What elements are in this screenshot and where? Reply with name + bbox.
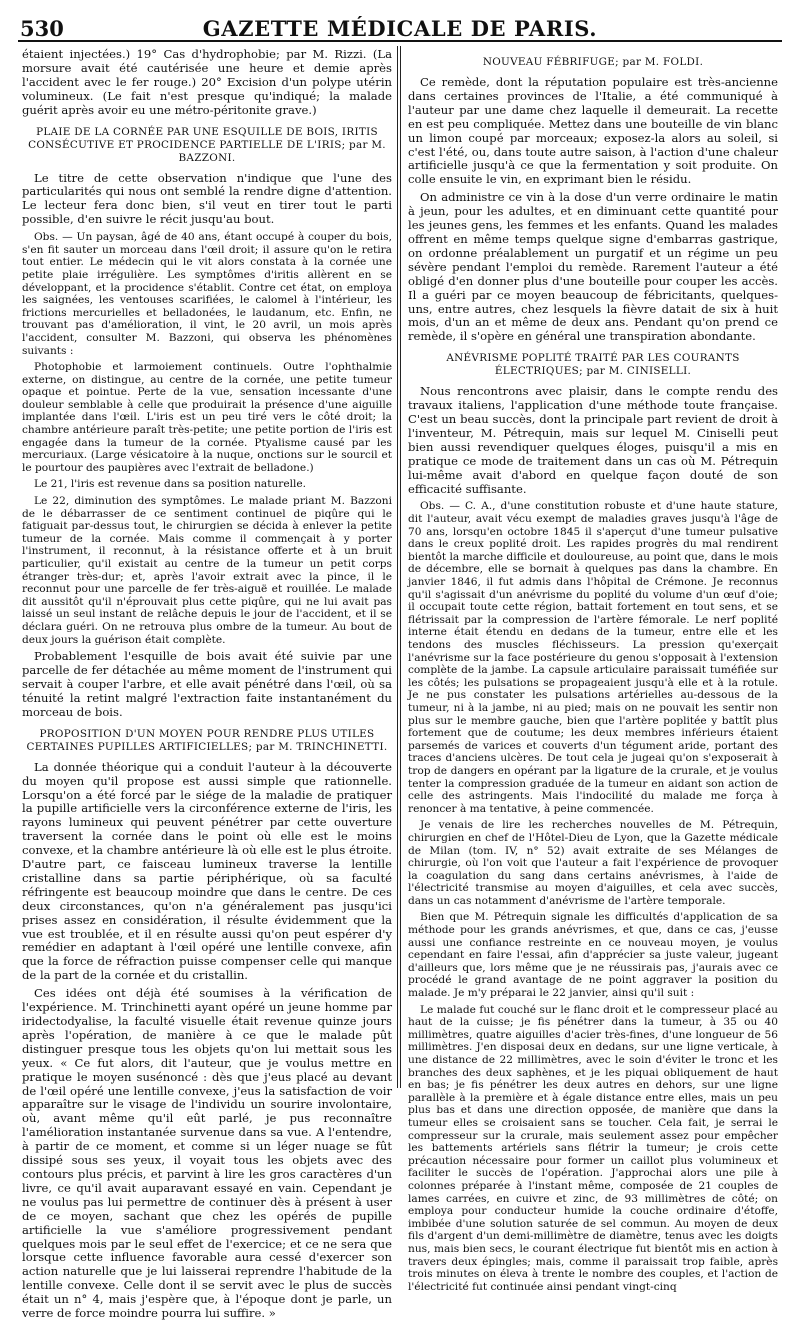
right-column [408, 48, 779, 1293]
journal-title: GAZETTE MÉDICALE DE PARIS. [202, 16, 598, 41]
page-number: 530 [20, 16, 64, 41]
paragraph: Probablement l'esquille de bois avait été suivie par une parcelle de fer détachée au même moment de l'instrument qui servait à couper l'arbre, et elle avait pénétré dans l'œil, où sa ténuité la retint malgré l'extraction faite instantanément du morceau de bois. [22, 649, 392, 719]
paragraph: Ces idées ont déjà été soumises à la vérification de l'expérience. M. Trinchinetti ayant opéré un jeune homme par iridectodyalise, la faculté visuelle était revenue quinze jours après l'opération, de manière à ce que le malade pût distinguer presque tous les objets qu'on lui mettait sous les yeux. « Ce fut alors, dit l'auteur, que je voulus mettre en pratique le moyen susénoncé : dès que j'eus placé au devant de l'œil opéré une lentille convexe, j'eus la satisfaction de voir apparaître sur le visage de l'individu un sourire involontaire, où, avant même qu'il eût parlé, je pus reconnaître l'amélioration instantanée survenue dans sa vue. A l'entendre, à partir de ce moment, et comme si un léger nuage se fût dissipé sous ses yeux, il voyait tous les objets avec des contours plus précis, et parvint à lire les gros caractères d'un livre, ce qu'il avait auparavant essayé en vain. Cependant je ne voulus pas lui permettre de continuer dès à présent à user de ce moyen, sachant que chez les opérés de pupille artificielle la vue s'améliore progressivement pendant quelques mois par le seul effet de l'exercice; et ce ne sera que lorsque cette influence favorable aura cessé d'exercer son action naturelle que je lui laisserai reprendre l'habitude de la lentille convexe. Celle dont il se servit avec le plus de succès était un n° 4, mais j'espère que, à l'époque dont je parle, un verre de force moindre pourra lui suffire. » [22, 986, 392, 1321]
observation-paragraph: Obs. — Un paysan, âgé de 40 ans, étant occupé à couper du bois, s'en fit sauter un morceau dans l'œil droit; il assure qu'on le retira tout entier. Le médecin qui le vit alors constata à la cornée une petite plaie irrégulière. Les symptômes d'iritis allèrent en se développant, et la procidence s'établit. Contre cet état, on employa les saignées, les ventouses scarifiées, le calomel à l'intérieur, les frictions mercurielles et belladonées, le laudanum, etc. Enfin, ne trouvant pas d'amélioration, il vint, le 20 avril, un mois après l'accident, consulter M. Bazzoni, qui observa les phénomènes suivants : [22, 231, 392, 357]
column-divider-second [400, 46, 401, 1088]
intro-paragraph: étaient injectées.) 19° Cas d'hydrophobie; par M. Rizzi. (La morsure avait été cautérisée une heure et demie après l'accident avec le fer rouge.) 20° Excision d'un polype utérin volumineux. (Le fait n'est presque qu'indiqué; la malade guérit après avoir eu une métro-péritonite grave.) [22, 47, 392, 117]
page-header [18, 10, 782, 42]
observation-paragraph: Obs. — C. A., d'une constitution robuste et d'une haute stature, dit l'auteur, avait vécu exempt de maladies graves jusqu'à l'âge de 70 ans, lorsqu'en octobre 1845 il s'aperçut d'une tumeur pulsative dans le creux poplité droit. Les rapides progrès du mal rendirent bientôt la marche difficile et douloureuse, au point que, dans le mois de décembre, elle se bornait à quelques pas dans la chambre. En janvier 1846, il fut admis dans l'hôpital de Crémone. Je reconnus qu'il s'agissait d'un anévrisme du poplité du volume d'un œuf d'oie; il occupait toute cette région, battait fortement en tout sens, et se flétrissait par la compression de l'artère fémorale. Le nerf poplité interne était étendu en dedans de la tumeur, entre elle et les tendons des muscles fléchisseurs. La pression qu'exerçait l'anévrisme sur la face postérieure du genou s'opposait à l'extension complète de la jambe. La capsule articulaire paraissait tuméfiée sur les côtés; les pulsations se propageaient jusqu'à elle et à la rotule. Je ne pus constater les pulsations artérielles au-dessous de la tumeur, ni à la jambe, ni au pied; mais on ne pouvait les sentir non plus sur le membre gauche, bien que l'artère poplitée y battît plus fortement que de coutume; les deux membres inférieurs étaient parsemés de varices et couverts d'un tégument aride, portant des traces d'anciens ulcères. De tout cela je jugeai qu'on s'exposerait à trop de dangers en opérant par la ligature de la crurale, et je voulus tenter la compression graduée de la tumeur en aidant son action de celle des astringents. Mais l'indocilité du malade me força à renoncer à ma tentative, à peine commencée. [408, 500, 779, 815]
paragraph: Nous rencontrons avec plaisir, dans le compte rendu des travaux italiens, l'application d'une méthode toute française. C'est un beau succès, dont la principale part revient de droit à l'inventeur, M. Pétrequin, mais sur lequel M. Ciniselli peut bien aussi revendiquer quelques éloges, puisqu'il a mis en pratique ce mode de traitement dans un cas où M. Pétrequin lui-même avait d'abord en quelque façon douté de son efficacité suffisante. [408, 384, 778, 496]
paragraph: Ce remède, dont la réputation populaire est très-ancienne dans certaines provinces de l'Italie, a été communiqué à l'auteur par une dame chez laquelle il demeurait. La recette en est peu compliquée. Mettez dans une bouteille de vin blanc un limon coupé par morceaux; exposez-la alors au soleil, si c'est l'été, ou, dans toute autre saison, à l'action d'une chaleur artificielle jusqu'à ce que la fermentation y soit produite. On colle ensuite le vin, en exprimant bien le résidu. [408, 75, 778, 187]
paragraph: Le titre de cette observation n'indique que l'une des particularités qui nous ont semblé la rendre digne d'attention. Le lecteur fera donc bien, s'il veut en tirer tout le parti possible, d'en suivre le récit jusqu'au bout. [22, 170, 392, 227]
observation-paragraph: Le 22, diminution des symptômes. Le malade priant M. Bazzoni de le débarrasser de ce sentiment continuel de piqûre qui le fatiguait par-dessus tout, le chirurgien se décida à enlever la petite tumeur de la cornée. Mais comme il commençait à y porter l'instrument, il reconnut, à la résistance offerte et à un bruit particulier, qu'il existait au centre de la tumeur un petit corps étranger très-dur; et, après l'avoir extrait avec la pince, il le reconnut pour une parcelle de fer très-aiguë et rouillée. Le malade dit aussitôt qu'il n'éprouvait plus cette piqûre, qui ne lui avait pas laissé un seul instant de relâche depuis le jour de l'accident, et il se déclara guéri. On ne retrouva plus ombre de la tumeur. Au bout de deux jours la guérison était complète. [22, 495, 392, 646]
observation-paragraph: Le malade fut couché sur le flanc droit et le compresseur placé au haut de la cuisse; je fis pénétrer dans la tumeur, à 35 ou 40 millimètres, quatre aiguilles d'acier très-fines, d'une longueur de 56 millimètres. J'en disposai deux en dedans, sur une ligne verticale, à une distance de 22 millimètres, avec le soin d'éviter le tronc et les branches des deux saphènes, et je les piquai obliquement de haut en bas; je fis pénétrer les deux autres en dehors, sur une ligne parallèle à la première et à égale distance entre elles, mais un peu plus bas et dans une direction opposée, de manière que dans la tumeur elles se croisaient sans se toucher. Cela fait, je serrai le compresseur sur la crurale, mais seulement assez pour empêcher les battements artériels sans flétrir la tumeur; je crois cette précaution nécessaire pour former un caillot plus volumineux et faciliter le succès de l'opération. J'approchai alors une pile à colonnes préparée à l'instant même, composée de 21 couples de lames carrées, en cuivre et zinc, de 93 millimètres de côté; on employa pour conducteur humide la couche ordinaire d'étoffe, imbibée d'une solution saturée de sel commun. Au moyen de deux fils d'argent d'un demi-millimètre de diamètre, tenus avec les doigts nus, mais bien secs, le courant électrique fut bientôt mis en action à travers deux épingles; mais, comme il paraissait trop faible, après trois minutes on éleva à trente le nombre des couples, et l'action de l'électricité fut continuée ainsi pendant vingt-cinq [408, 1003, 778, 1293]
observation-paragraph: Bien que M. Pétrequin signale les difficultés d'application de sa méthode pour les grands anévrismes, et que, dans ce cas, j'eusse aussi une confiance restreinte en ce nouveau moyen, je voulus cependant en faire l'essai, afin d'apprécier sa juste valeur, jugeant d'ailleurs que, lors même que je ne réussirais pas, j'aurais avec ce procédé le grand avantage de ne point aggraver la position du malade. Je m'y préparai le 22 janvier, ainsi qu'il suit : [408, 911, 778, 1000]
column-divider [397, 46, 398, 1088]
observation-paragraph: Le 21, l'iris est revenue dans sa position naturelle. [34, 478, 307, 491]
article-heading-bazzoni: PLAIE DE LA CORNÉE PAR UNE ESQUILLE DE BOIS, IRITIS CONSÉCUTIVE ET PROCIDENCE PARTIELLE DE L'IRIS; par M. BAZZONI. [28, 125, 386, 164]
article-heading-trinchinetti: PROPOSITION D'UN MOYEN POUR RENDRE PLUS UTILES CERTAINES PUPILLES ARTIFICIELLES; par M. TRINCHINETTI. [26, 727, 388, 753]
paragraph: On administre ce vin à la dose d'un verre ordinaire le matin à jeun, pour les adultes, et en diminuant cette quantité pour les jeunes gens, les femmes et les enfants. Quand les malades offrent en même temps quelque signe d'embarras gastrique, on ordonne préalablement un purgatif et un régime un peu sévère pendant l'emploi du remède. Rarement l'auteur a été obligé d'en donner plus d'une bouteille pour couper les accès. Il a guéri par ce moyen beaucoup de fébricitants, quelques-uns, entre autres, chez lesquels la fièvre datait de six à huit mois, d'un an et même de deux ans. Pendant qu'on prend ce remède, il s'opère en général une transpiration abondante. [408, 190, 778, 344]
article-heading-foldi: NOUVEAU FÉBRIFUGE; par M. FOLDI. [482, 56, 704, 68]
observation-paragraph: Photophobie et larmoiement continuels. Outre l'ophthalmie externe, on distingue, au centre de la cornée, une petite tumeur opaque et pointue. Perte de la vue, sensation incessante d'une douleur semblable à celle que produirait la présence d'une aiguille implantée dans l'œil. L'iris est un peu tiré vers le côté droit; la chambre antérieure paraît très-petite; une petite portion de l'iris est engagée dans la tumeur de la cornée. Ptyalisme causé par les mercuriaux. (Large vésicatoire à la nuque, onctions sur le sourcil et le pourtour des paupières avec l'extrait de belladone.) [22, 361, 392, 474]
observation-paragraph: Je venais de lire les recherches nouvelles de M. Pétrequin, chirurgien en chef de l'Hôtel-Dieu de Lyon, que la Gazette médicale de Milan (tom. IV, n° 52) avait extraite de ses Mélanges de chirurgie, où l'on voit que l'auteur a fait l'expérience de provoquer la coagulation du sang dans certains anévrismes, à l'aide de l'électricité transmise au moyen d'aiguilles, et cela avec succès, dans un cas notamment d'anévrisme de l'artère temporale. [408, 819, 778, 907]
left-column [22, 47, 392, 1321]
article-heading-ciniselli: ANÉVRISME POPLITÉ TRAITÉ PAR LES COURANTS ÉLECTRIQUES; par M. CINISELLI. [446, 352, 740, 378]
paragraph: La donnée théorique qui a conduit l'auteur à la découverte du moyen qu'il propose est aussi simple que rationnelle. Lorsqu'on a été forcé par le siége de la maladie de pratiquer la pupille artificielle vers la circonférence externe de l'iris, les rayons lumineux qui peuvent pénétrer par cette ouverture traversent la cornée dans le point où elle est le moins convexe, et la chambre antérieure là où elle est le plus étroite. D'autre part, ce faisceau lumineux traverse la lentille cristalline dans sa partie périphérique, où sa faculté réfringente est beaucoup moindre que dans le centre. De ces deux circonstances, qu'on n'a généralement pas jusqu'ici prises assez en considération, il résulte évidemment que la vue est troublée, et il en résulte aussi qu'on peut espérer d'y remédier en adaptant à l'œil opéré une lentille convexe, afin que la force de réfraction puisse compenser celle qui manque de la part de la cornée et du cristallin. [22, 759, 392, 983]
